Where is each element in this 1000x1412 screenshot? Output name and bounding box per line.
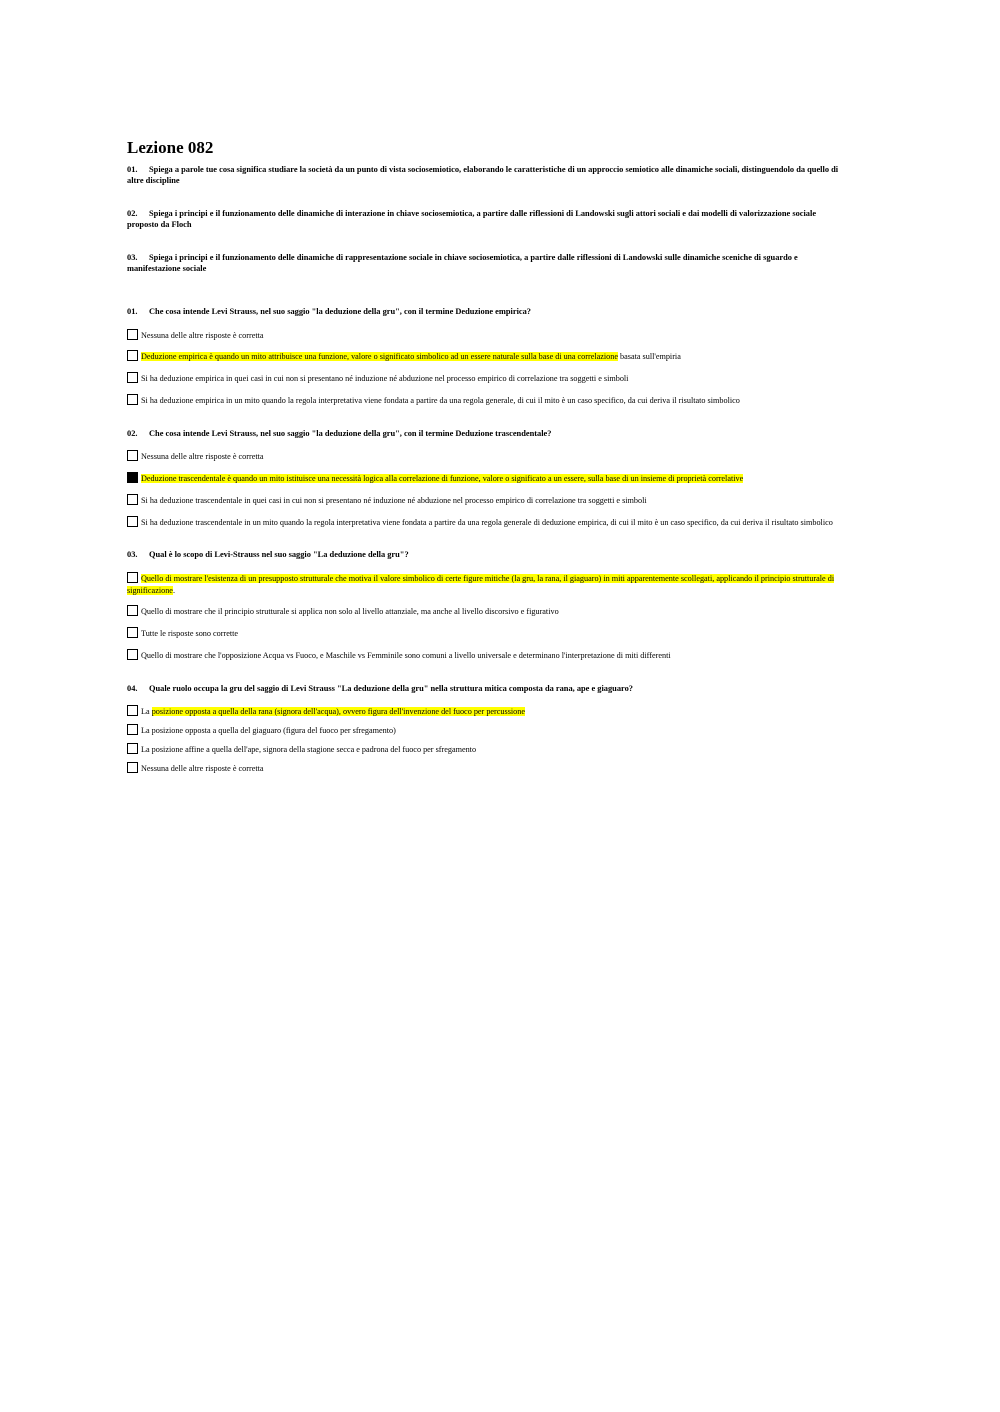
checkbox[interactable] (127, 743, 138, 754)
mc-question (127, 684, 847, 695)
option-text: basata sull'empiria (617, 352, 681, 362)
question-number: 01. (127, 307, 138, 316)
answer-option[interactable] (127, 350, 847, 363)
open-question (127, 253, 847, 274)
option-text: Si ha deduzione trascendentale in un mito quando la regola interpretativa viene fondata a partire da una regola generale di deduzione empirica, di cui il mito è un caso specifico, da cui deriva il risultato simbolico (141, 517, 833, 527)
checkbox[interactable] (127, 605, 138, 616)
answer-option[interactable] (127, 450, 847, 463)
option-text: Tutte le risposte sono corrette (141, 629, 239, 639)
mc-question-block (127, 550, 847, 661)
question-number: 03. (127, 253, 138, 262)
checked-checkbox[interactable] (127, 472, 138, 483)
question-text: Spiega i principi e il funzionamento delle dinamiche di interazione in chiave sociosemiotica, a partire dalle riflessioni di Landowski sugli attori sociali e dai modelli di valorizzazione sociale proposto da Floch (127, 209, 817, 229)
multiple-choice-questions (127, 307, 847, 775)
option-text: Nessuna delle altre risposte è corretta (141, 452, 264, 462)
highlighted-text: Deduzione trascendentale è quando un mito istituisce una necessità logica alla correlazione di funzione, valore o significato a un essere, sulla base di un insieme di proprietà correlative (141, 473, 744, 483)
question-text: Che cosa intende Levi Strauss, nel suo saggio "la deduzione della gru", con il termine Deduzione trascendentale? (149, 428, 552, 438)
option-text: Si ha deduzione empirica in quei casi in cui non si presentano né induzione né abduzione nel processo empirico di correlazione tra soggetti e simboli (141, 374, 629, 384)
document-page (127, 138, 847, 781)
checkbox[interactable] (127, 494, 138, 505)
checkbox[interactable] (127, 649, 138, 660)
checkbox[interactable] (127, 627, 138, 638)
option-text: La (141, 707, 152, 717)
mc-question-block (127, 429, 847, 529)
checkbox[interactable] (127, 372, 138, 383)
option-text: Nessuna delle altre risposte è corretta (141, 763, 264, 773)
answer-option[interactable] (127, 724, 847, 737)
mc-question-block (127, 307, 847, 407)
open-questions (127, 165, 847, 274)
mc-question (127, 307, 847, 318)
answer-option[interactable] (127, 494, 847, 507)
option-text: Quello di mostrare che il principio strutturale si applica non solo al livello attanziale, ma anche al livello discorsivo e figurativo (141, 607, 559, 617)
checkbox[interactable] (127, 329, 138, 340)
question-number: 01. (127, 165, 138, 174)
question-number: 03. (127, 550, 138, 560)
question-text: Qual è lo scopo di Levi-Strauss nel suo saggio "La deduzione della gru"? (149, 550, 409, 560)
answer-option[interactable] (127, 649, 847, 662)
checkbox[interactable] (127, 705, 138, 716)
answer-option[interactable] (127, 572, 847, 597)
question-number: 02. (127, 428, 138, 438)
answer-option[interactable] (127, 329, 847, 342)
answer-option[interactable] (127, 705, 847, 718)
question-text: Che cosa intende Levi Strauss, nel suo saggio "la deduzione della gru", con il termine Deduzione empirica? (149, 307, 531, 316)
answer-option[interactable] (127, 743, 847, 756)
option-text: Nessuna delle altre risposte è corretta (141, 330, 264, 340)
option-text: Si ha deduzione empirica in un mito quando la regola interpretativa viene fondata a partire da una regola generale, di cui il mito è un caso specifico, da cui deriva il risultato simbolico (141, 395, 740, 405)
mc-question (127, 550, 847, 561)
question-number: 04. (127, 683, 138, 693)
question-text: Quale ruolo occupa la gru del saggio di Levi Strauss "La deduzione della gru" nella struttura mitica composta da rana, ape e giaguaro? (149, 683, 633, 693)
checkbox[interactable] (127, 572, 138, 583)
answer-option[interactable] (127, 394, 847, 407)
open-question (127, 165, 847, 186)
highlighted-text: posizione opposta a quella della rana (signora dell'acqua), ovvero figura dell'invenzione del fuoco per percussione (151, 707, 525, 717)
mc-question (127, 429, 847, 440)
option-text: La posizione opposta a quella del giaguaro (figura del fuoco per sfregamento) (141, 726, 396, 736)
highlighted-text: Deduzione empirica è quando un mito attribuisce una funzione, valore o significato simbolico ad un essere naturale sulla base di una correlazione (141, 352, 618, 362)
answer-option[interactable] (127, 605, 847, 618)
option-text: Si ha deduzione trascendentale in quei casi in cui non si presentano né induzione né abduzione nel processo empirico di correlazione tra soggetti e simboli (141, 495, 647, 505)
checkbox[interactable] (127, 450, 138, 461)
question-text: Spiega i principi e il funzionamento delle dinamiche di rappresentazione sociale in chiave sociosemiotica, a partire dalle riflessioni di Landowski sulle dinamiche sceniche di sguardo e manifestazione sociale (127, 253, 798, 273)
option-text: Quello di mostrare che l'opposizione Acqua vs Fuoco, e Maschile vs Femminile sono comuni a livello universale e determinano l'interpretazione di miti differenti (141, 651, 671, 661)
highlighted-text: Quello di mostrare l'esistenza di un presupposto strutturale che motiva il valore simbolico di certe figure mitiche (la gru, la rana, il giaguaro) in miti apparentemente scollegati, applicando il principio strutturale di significazione (127, 573, 835, 595)
answer-option[interactable] (127, 472, 847, 485)
answer-option[interactable] (127, 516, 847, 529)
answer-option[interactable] (127, 372, 847, 385)
option-text: La posizione affine a quella dell'ape, signora della stagione secca e padrona del fuoco per sfregamento (141, 744, 477, 754)
open-question (127, 209, 847, 230)
page-title: Lezione 082 (127, 138, 214, 157)
mc-question-block (127, 684, 847, 775)
answer-option[interactable] (127, 762, 847, 775)
checkbox[interactable] (127, 350, 138, 361)
checkbox[interactable] (127, 724, 138, 735)
checkbox[interactable] (127, 516, 138, 527)
question-number: 02. (127, 209, 138, 218)
answer-option[interactable] (127, 627, 847, 640)
question-text: Spiega a parole tue cosa significa studiare la società da un punto di vista sociosemiotico, elaborando le caratteristiche di un approccio semiotico alle dinamiche sociali, distinguendolo da quello di altre discipline (127, 165, 839, 185)
checkbox[interactable] (127, 762, 138, 773)
option-text: . (172, 585, 175, 595)
checkbox[interactable] (127, 394, 138, 405)
